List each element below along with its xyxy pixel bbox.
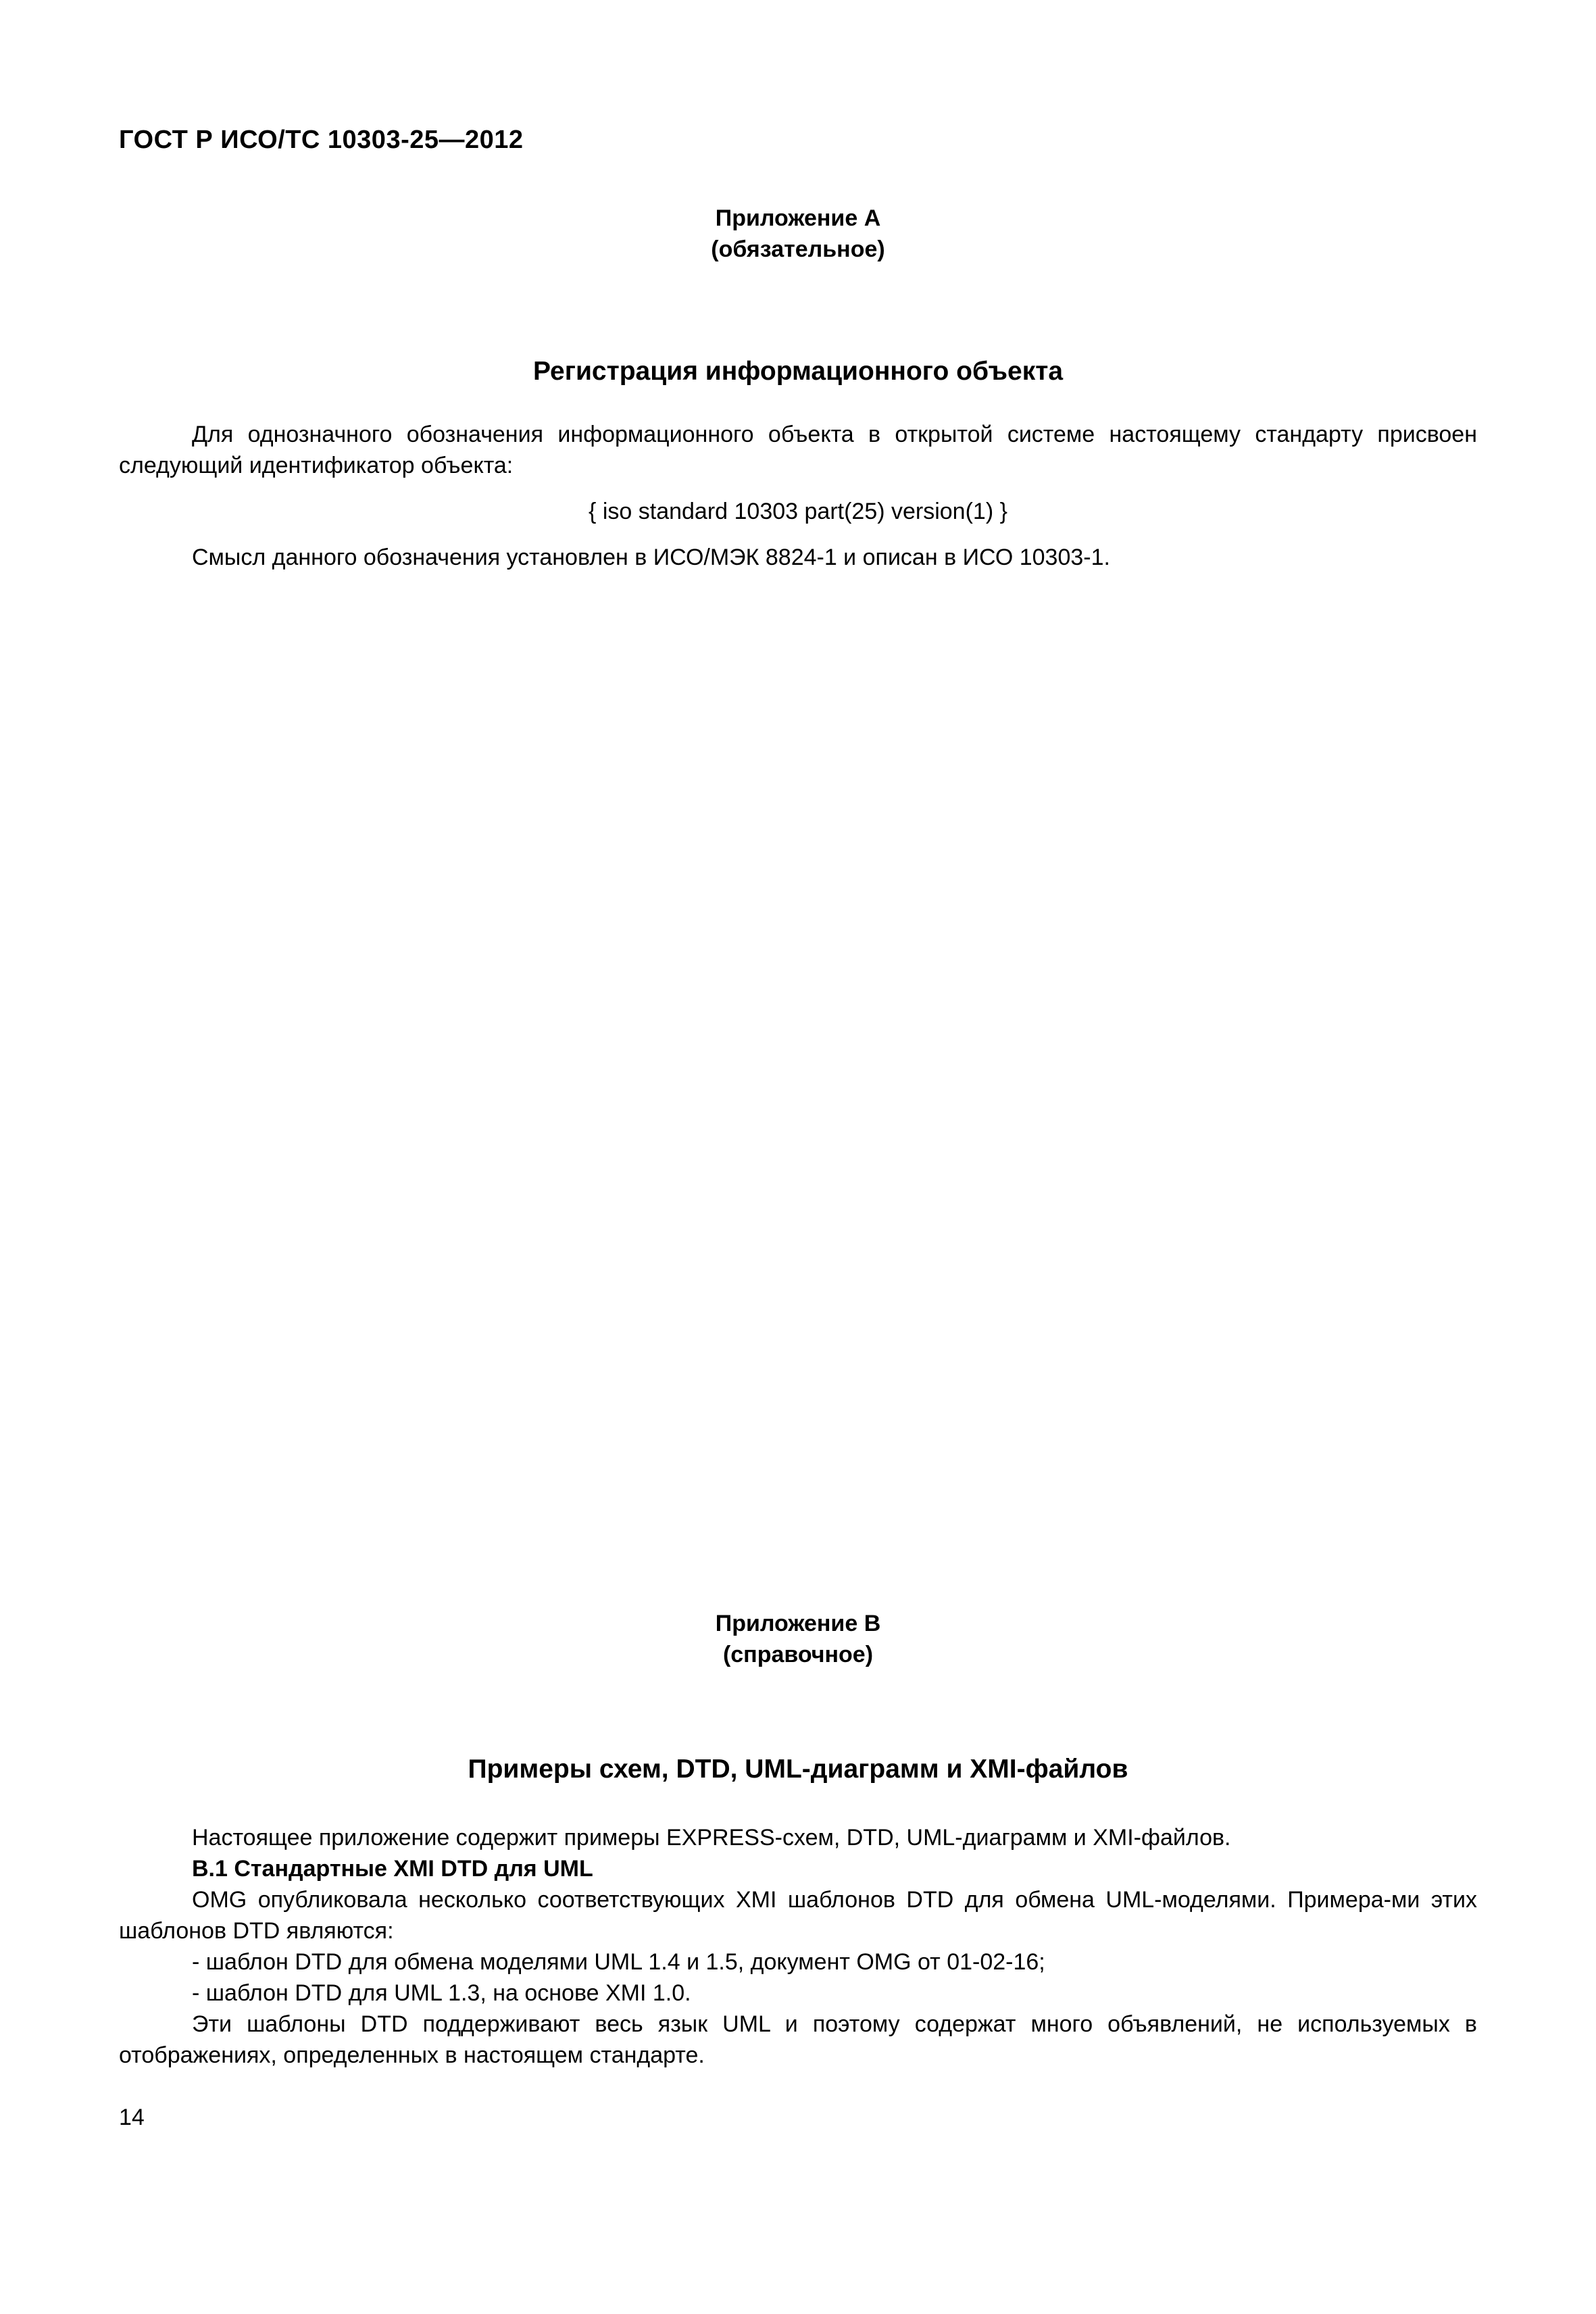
- annex-b-body: [119, 1822, 1477, 2071]
- annex-a-label: Приложение А: [715, 205, 881, 231]
- annex-b-label: Приложение В: [715, 1611, 881, 1636]
- section-b1-paragraph: OMG опубликовала несколько соответствующих XMI шаблонов DTD для обмена UML-моделями. Примера-ми этих шаблонов DTD являются:: [119, 1887, 1477, 1944]
- annex-a-paragraph-1: Для однозначного обозначения информационного объекта в открытой системе настоящему стандарту присвоен следующий идентификатор объекта:: [119, 422, 1477, 478]
- section-heading-b1: В.1 Стандартные XMI DTD для UML: [192, 1856, 593, 1882]
- annex-a-status: (обязательное): [711, 236, 885, 262]
- annex-a-body: [119, 419, 1477, 573]
- annex-a-title: Регистрация информационного объекта: [532, 357, 1064, 386]
- object-identifier: { iso standard 10303 part(25) version(1) }: [589, 499, 1007, 524]
- page-number: 14: [119, 2105, 145, 2130]
- annex-b-closing-paragraph: Эти шаблоны DTD поддерживают весь язык UML и поэтому содержат много объявлений, не используемых в отображениях, определенных в настоящем стандарте.: [119, 2011, 1477, 2068]
- annex-a-heading: [0, 203, 1596, 265]
- list-item: - шаблон DTD для обмена моделями UML 1.4 и 1.5, документ OMG от 01-02-16;: [192, 1949, 1045, 1975]
- list-item: - шаблон DTD для UML 1.3, на основе XMI 1.0.: [192, 1980, 691, 2006]
- annex-b-title: Примеры схем, DTD, UML-диаграмм и XMI-файлов: [468, 1755, 1128, 1784]
- annex-a-paragraph-2: Смысл данного обозначения установлен в ИСО/МЭК 8824-1 и описан в ИСО 10303-1.: [192, 545, 1110, 570]
- annex-b-intro: Настоящее приложение содержит примеры EXPRESS-схем, DTD, UML-диаграмм и XMI-файлов.: [192, 1825, 1231, 1851]
- document-code: ГОСТ Р ИСО/ТС 10303-25—2012: [119, 126, 524, 154]
- annex-b-heading: [0, 1608, 1596, 1670]
- annex-b-status: (справочное): [722, 1642, 874, 1667]
